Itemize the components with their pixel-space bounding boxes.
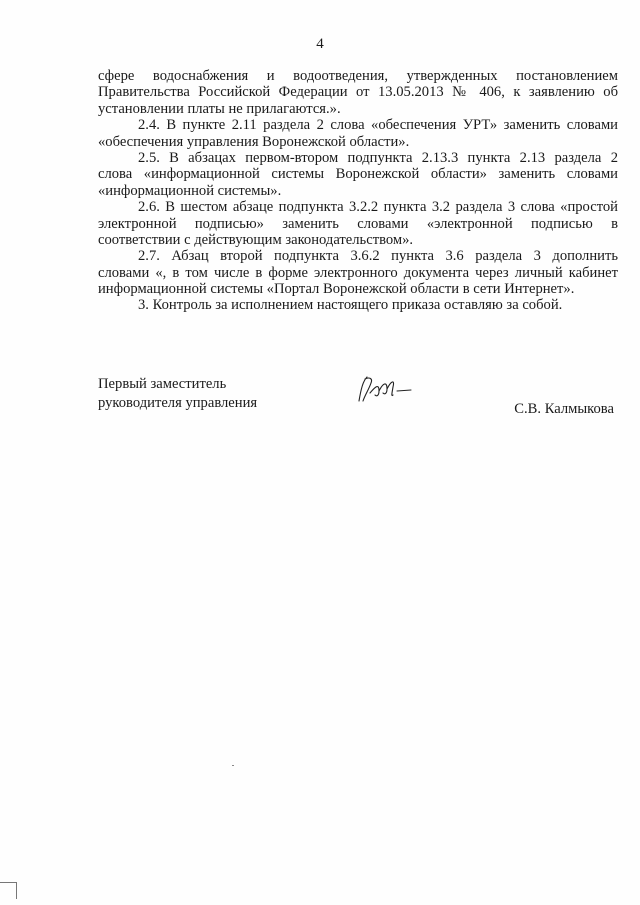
text-line: «информационной системы». [98,182,282,199]
text-line: «обеспечения управления Воронежской области». [98,133,410,150]
scan-corner-mark [0,882,17,899]
page-number: 4 [316,36,324,52]
text-line: электронной подписью» заменить словами «электронной подписью в [98,215,618,232]
signatory-title-line-2: руководителя управления [98,395,258,411]
text-line: 2.7. Абзац второй подпункта 3.6.2 пункта 3.6 раздела 3 дополнить [138,248,618,265]
signatory-name: С.В. Калмыкова [514,401,614,417]
text-line: 2.6. В шестом абзаце подпункта 3.2.2 пункта 3.2 раздела 3 слова «простой [138,199,618,216]
text-line: 2.4. В пункте 2.11 раздела 2 слова «обеспечения УРТ» заменить словами [138,117,618,134]
text-line: словами «, в том числе в форме электронного документа через личный кабинет [98,264,618,281]
signature-block [98,375,618,425]
text-line: установлении платы не прилагаются.». [98,100,341,117]
text-line: слова «информационной системы Воронежской области» заменить словами [98,166,618,183]
text-line: сфере водоснабжения и водоотведения, утвержденных постановлением [98,68,618,84]
text-line: информационной системы «Портал Воронежской области в сети Интернет». [98,281,575,298]
handwritten-signature [353,371,433,411]
signatory-title [98,375,257,413]
text-line: Правительства Российской Федерации от 13.05.2013 № 406, к заявлению об [98,84,618,101]
text-line: 3. Контроль за исполнением настоящего приказа оставляю за собой. [138,297,563,314]
scan-speck [232,765,234,766]
document-body [98,68,618,314]
signatory-title-line-1: Первый заместитель [98,376,227,392]
text-line: 2.5. В абзацах первом-втором подпункта 2.13.3 пункта 2.13 раздела 2 [138,149,618,166]
text-line: соответствии с действующим законодательством». [98,231,414,248]
